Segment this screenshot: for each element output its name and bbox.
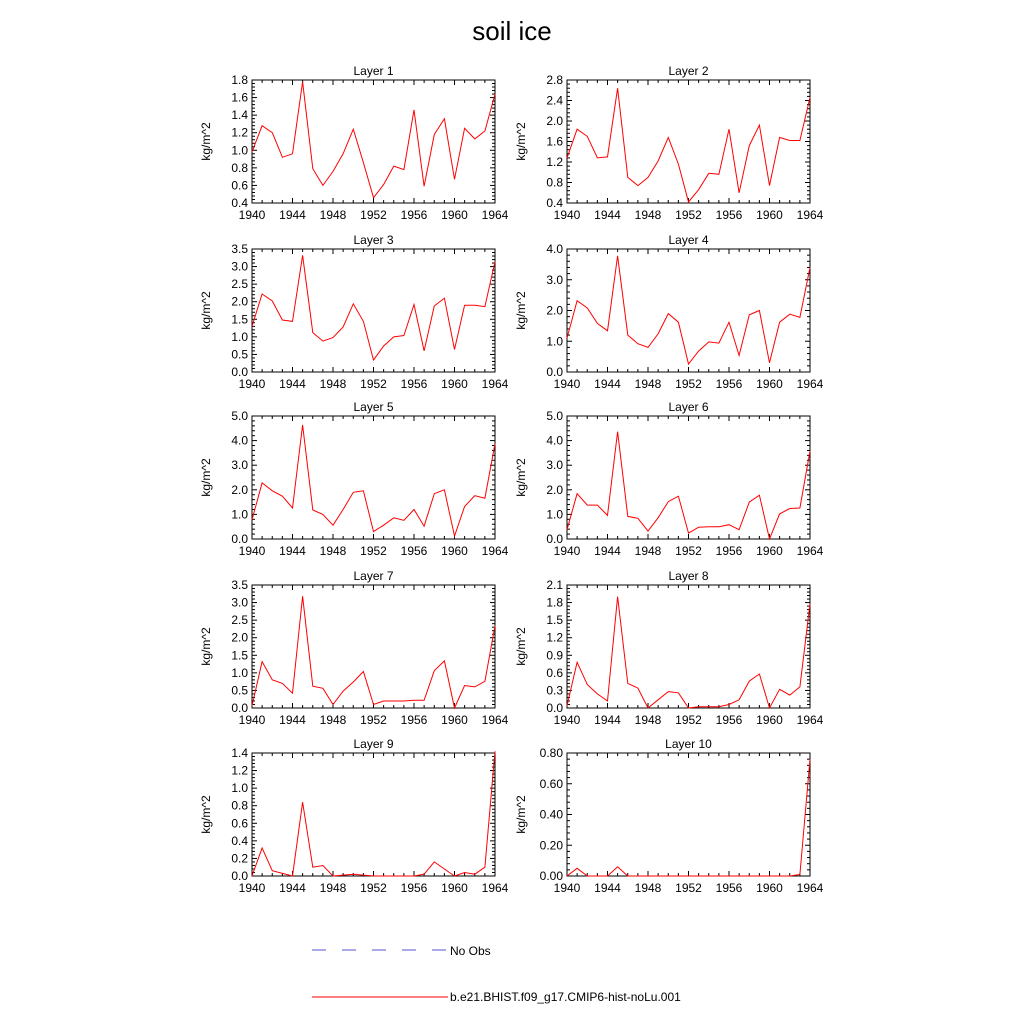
y-axis-label: kg/m^2: [514, 458, 528, 497]
x-tick-label: 1944: [279, 544, 306, 558]
panel-title: Layer 9: [353, 737, 394, 751]
series-line: [567, 432, 810, 539]
y-tick-label: 3.0: [546, 458, 563, 473]
series-line: [567, 597, 810, 708]
legend: [312, 944, 681, 1004]
y-tick-label: 1.6: [231, 90, 248, 105]
y-tick-label: 0.00: [539, 869, 563, 883]
panel-4: [514, 233, 824, 391]
panel-10: [514, 737, 824, 895]
y-tick-label: 1.0: [231, 665, 248, 680]
x-tick-label: 1952: [675, 881, 702, 895]
y-tick-label: 2.0: [546, 114, 563, 128]
y-tick-label: 4.0: [546, 433, 563, 448]
plot-frame: [567, 416, 810, 539]
x-tick-label: 1956: [715, 208, 743, 222]
legend-obs-label: No Obs: [450, 944, 491, 958]
x-tick-label: 1944: [279, 881, 306, 895]
y-tick-label: 0.4: [231, 833, 248, 848]
x-tick-label: 1960: [756, 377, 783, 391]
y-tick-label: 2.1: [546, 578, 563, 592]
y-tick-label: 2.0: [546, 303, 563, 318]
x-tick-label: 1956: [400, 881, 428, 895]
y-tick-label: 3.0: [546, 272, 563, 287]
plot-frame: [567, 753, 810, 876]
panel-7: [199, 569, 509, 727]
x-tick-label: 1948: [634, 377, 662, 391]
x-tick-label: 1940: [238, 713, 266, 727]
y-axis-label: kg/m^2: [199, 458, 213, 497]
series-line: [252, 255, 495, 360]
y-tick-label: 1.5: [231, 648, 248, 663]
y-tick-label: 1.0: [231, 143, 248, 158]
series-line: [252, 425, 495, 536]
y-tick-label: 2.0: [231, 482, 248, 497]
y-tick-label: 0.20: [539, 838, 563, 853]
x-tick-label: 1940: [553, 377, 581, 391]
x-tick-label: 1940: [238, 881, 266, 895]
y-tick-label: 1.2: [546, 630, 563, 645]
y-tick-label: 0.9: [546, 648, 563, 663]
x-tick-label: 1960: [441, 544, 468, 558]
panel-title: Layer 2: [668, 64, 709, 78]
x-tick-label: 1948: [319, 544, 347, 558]
x-tick-label: 1956: [400, 544, 428, 558]
panel-title: Layer 4: [668, 233, 709, 247]
x-tick-label: 1960: [441, 713, 468, 727]
y-tick-label: 1.4: [231, 746, 248, 760]
panel-title: Layer 7: [353, 569, 394, 583]
y-tick-label: 0.5: [231, 347, 248, 362]
panel-6: [514, 400, 824, 558]
x-tick-label: 1960: [756, 208, 783, 222]
x-tick-label: 1944: [594, 544, 621, 558]
series-line: [252, 596, 495, 708]
panel-title: Layer 8: [668, 569, 709, 583]
panel-title: Layer 3: [353, 233, 394, 247]
x-tick-label: 1956: [400, 208, 428, 222]
x-tick-label: 1960: [756, 544, 783, 558]
y-tick-label: 1.2: [231, 763, 248, 778]
panel-8: [514, 569, 824, 727]
x-tick-label: 1940: [238, 208, 266, 222]
x-tick-label: 1952: [360, 208, 387, 222]
series-line: [567, 88, 810, 202]
y-tick-label: 3.0: [231, 259, 248, 274]
y-tick-label: 3.0: [231, 458, 248, 473]
x-tick-label: 1952: [360, 544, 387, 558]
y-axis-label: kg/m^2: [514, 627, 528, 666]
x-tick-label: 1940: [553, 713, 581, 727]
y-tick-label: 1.8: [231, 73, 248, 87]
y-tick-label: 0.6: [231, 816, 248, 831]
x-tick-label: 1956: [715, 544, 743, 558]
y-tick-label: 0.8: [231, 798, 248, 813]
x-tick-label: 1952: [675, 208, 702, 222]
x-tick-label: 1948: [319, 713, 347, 727]
y-axis-label: kg/m^2: [514, 122, 528, 161]
y-tick-label: 0.5: [231, 683, 248, 698]
y-tick-label: 5.0: [546, 409, 563, 423]
plot-frame: [252, 80, 495, 203]
y-tick-label: 4.0: [546, 242, 563, 256]
y-tick-label: 0.0: [231, 532, 248, 546]
y-tick-label: 0.40: [539, 807, 563, 822]
y-tick-label: 0.0: [546, 532, 563, 546]
x-tick-label: 1948: [319, 377, 347, 391]
y-tick-label: 0.3: [546, 683, 563, 698]
x-tick-label: 1960: [441, 208, 468, 222]
x-tick-label: 1944: [594, 881, 621, 895]
x-tick-label: 1944: [279, 208, 306, 222]
y-tick-label: 0.0: [546, 701, 563, 715]
y-tick-label: 2.4: [546, 93, 563, 108]
y-tick-label: 3.0: [231, 595, 248, 610]
legend-model-label: b.e21.BHIST.f09_g17.CMIP6-hist-noLu.001: [450, 990, 681, 1004]
panel-1: [199, 64, 509, 222]
figure-title: soil ice: [472, 16, 552, 46]
panel-title: Layer 10: [665, 737, 712, 751]
plot-frame: [252, 753, 495, 876]
plot-frame: [567, 249, 810, 372]
x-tick-label: 1956: [715, 377, 743, 391]
x-tick-label: 1940: [238, 544, 266, 558]
series-line: [567, 256, 810, 364]
x-tick-label: 1964: [481, 377, 509, 391]
y-tick-label: 1.0: [231, 781, 248, 796]
y-axis-label: kg/m^2: [199, 122, 213, 161]
x-tick-label: 1952: [675, 377, 702, 391]
y-tick-label: 0.6: [546, 665, 563, 680]
panels-group: [199, 64, 824, 895]
y-tick-label: 1.5: [231, 312, 248, 327]
x-tick-label: 1940: [553, 208, 581, 222]
y-tick-label: 0.0: [546, 365, 563, 379]
panel-9: [199, 737, 509, 895]
y-tick-label: 2.5: [231, 613, 248, 628]
y-tick-label: 3.5: [231, 578, 248, 592]
y-tick-label: 0.2: [231, 851, 248, 866]
x-tick-label: 1952: [675, 544, 702, 558]
x-tick-label: 1952: [675, 713, 702, 727]
panel-title: Layer 1: [353, 64, 394, 78]
y-tick-label: 0.0: [231, 701, 248, 715]
x-tick-label: 1944: [279, 713, 306, 727]
plot-frame: [252, 249, 495, 372]
x-tick-label: 1956: [715, 881, 743, 895]
x-tick-label: 1952: [360, 713, 387, 727]
y-tick-label: 0.8: [231, 160, 248, 175]
y-tick-label: 4.0: [231, 433, 248, 448]
y-tick-label: 0.80: [539, 746, 563, 760]
y-tick-label: 2.0: [546, 482, 563, 497]
y-tick-label: 1.0: [546, 334, 563, 349]
y-tick-label: 0.6: [231, 178, 248, 193]
x-tick-label: 1964: [481, 713, 509, 727]
y-tick-label: 1.6: [546, 134, 563, 149]
x-tick-label: 1952: [360, 377, 387, 391]
y-tick-label: 1.0: [546, 507, 563, 522]
x-tick-label: 1960: [756, 713, 783, 727]
panel-5: [199, 400, 509, 558]
y-tick-label: 1.0: [231, 507, 248, 522]
x-tick-label: 1948: [634, 544, 662, 558]
y-axis-label: kg/m^2: [199, 291, 213, 330]
y-tick-label: 1.0: [231, 329, 248, 344]
y-axis-label: kg/m^2: [199, 795, 213, 834]
x-tick-label: 1956: [400, 377, 428, 391]
panel-title: Layer 5: [353, 400, 394, 414]
x-tick-label: 1964: [481, 544, 509, 558]
x-tick-label: 1964: [481, 208, 509, 222]
x-tick-label: 1940: [553, 881, 581, 895]
x-tick-label: 1944: [594, 713, 621, 727]
x-tick-label: 1944: [279, 377, 306, 391]
x-tick-label: 1952: [360, 881, 387, 895]
y-axis-label: kg/m^2: [514, 795, 528, 834]
y-tick-label: 0.0: [231, 869, 248, 883]
x-tick-label: 1964: [796, 377, 824, 391]
x-tick-label: 1944: [594, 208, 621, 222]
y-tick-label: 0.60: [539, 776, 563, 791]
series-line: [567, 759, 810, 876]
x-tick-label: 1964: [796, 713, 824, 727]
x-tick-label: 1944: [594, 377, 621, 391]
y-tick-label: 2.0: [231, 294, 248, 309]
series-line: [252, 82, 495, 198]
x-tick-label: 1948: [634, 713, 662, 727]
y-tick-label: 2.0: [231, 630, 248, 645]
y-tick-label: 0.0: [231, 365, 248, 379]
y-tick-label: 1.4: [231, 108, 248, 123]
series-line: [252, 751, 495, 876]
plot-frame: [567, 585, 810, 708]
x-tick-label: 1948: [634, 208, 662, 222]
y-tick-label: 3.5: [231, 242, 248, 256]
x-tick-label: 1948: [319, 881, 347, 895]
y-tick-label: 0.8: [546, 175, 563, 190]
panel-2: [514, 64, 824, 222]
x-tick-label: 1948: [634, 881, 662, 895]
plot-frame: [252, 416, 495, 539]
panel-title: Layer 6: [668, 400, 709, 414]
y-tick-label: 1.2: [231, 125, 248, 140]
x-tick-label: 1964: [481, 881, 509, 895]
x-tick-label: 1940: [238, 377, 266, 391]
y-tick-label: 2.5: [231, 277, 248, 292]
x-tick-label: 1956: [400, 713, 428, 727]
x-tick-label: 1948: [319, 208, 347, 222]
y-tick-label: 1.8: [546, 595, 563, 610]
y-tick-label: 1.5: [546, 613, 563, 628]
y-axis-label: kg/m^2: [514, 291, 528, 330]
x-tick-label: 1964: [796, 208, 824, 222]
y-tick-label: 0.4: [231, 196, 248, 210]
y-tick-label: 1.2: [546, 155, 563, 169]
x-tick-label: 1956: [715, 713, 743, 727]
panel-3: [199, 233, 509, 391]
x-tick-label: 1964: [796, 544, 824, 558]
x-tick-label: 1940: [553, 544, 581, 558]
y-tick-label: 2.8: [546, 73, 563, 87]
y-tick-label: 5.0: [231, 409, 248, 423]
y-axis-label: kg/m^2: [199, 627, 213, 666]
x-tick-label: 1960: [441, 881, 468, 895]
plot-frame: [567, 80, 810, 203]
x-tick-label: 1960: [441, 377, 468, 391]
x-tick-label: 1964: [796, 881, 824, 895]
y-tick-label: 0.4: [546, 196, 563, 210]
x-tick-label: 1960: [756, 881, 783, 895]
